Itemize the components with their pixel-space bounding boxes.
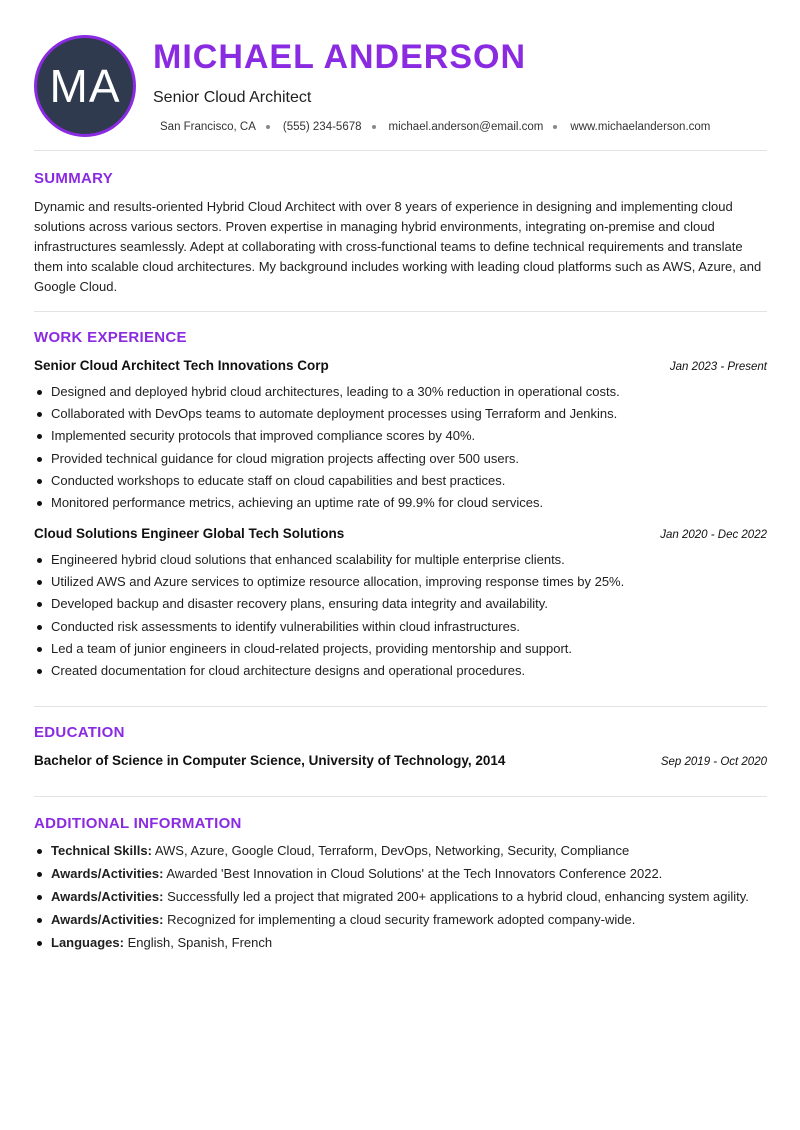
- divider: [34, 796, 767, 797]
- job-date: Jan 2020 - Dec 2022: [660, 529, 767, 541]
- education-degree: Bachelor of Science in Computer Science, University of Technology, 2014: [34, 753, 506, 768]
- job-bullets: [34, 549, 764, 682]
- work-experience-heading: WORK EXPERIENCE: [34, 329, 187, 346]
- info-label: Awards/Activities:: [51, 912, 164, 927]
- divider: [34, 150, 767, 151]
- job-bullets: [34, 381, 764, 514]
- divider: [34, 706, 767, 707]
- list-item: Utilized AWS and Azure services to optimize resource allocation, improving response times by 25%.: [34, 571, 764, 593]
- list-item: Monitored performance metrics, achieving an uptime rate of 99.9% for cloud services.: [34, 492, 764, 514]
- list-item: Collaborated with DevOps teams to automate deployment processes using Terraform and Jenkins.: [34, 403, 764, 425]
- job-date: Jan 2023 - Present: [669, 361, 767, 373]
- info-text: Awarded 'Best Innovation in Cloud Solutions' at the Tech Innovators Conference 2022.: [163, 866, 663, 881]
- info-label: Awards/Activities:: [51, 866, 164, 881]
- job-header: [34, 358, 767, 373]
- list-item: Created documentation for cloud architecture designs and operational procedures.: [34, 660, 764, 682]
- additional-info-list: [34, 842, 754, 957]
- education-heading: EDUCATION: [34, 724, 125, 741]
- separator-dot: [266, 125, 270, 129]
- separator-dot: [372, 125, 376, 129]
- info-text: Successfully led a project that migrated 200+ applications to a hybrid cloud, enhancing system agility.: [163, 889, 749, 904]
- info-label: Languages:: [51, 935, 124, 950]
- list-item: [34, 934, 754, 952]
- job-header: [34, 526, 767, 541]
- contact-website[interactable]: www.michaelanderson.com: [570, 121, 711, 133]
- summary-text: Dynamic and results-oriented Hybrid Cloud Architect with over 8 years of experience in designing and implementing cloud solutions across various sectors. Proven expertise in managing hybrid environments, integrating on-premise and cloud infrastructures seamlessly. Adept at collaborating with cross-functional teams to define technical requirements and translate them into scalable cloud architectures. My background includes working with leading cloud platforms such as AWS, Azure, and Google Cloud.: [34, 199, 762, 294]
- candidate-name: MICHAEL ANDERSON: [153, 38, 527, 76]
- info-text: Recognized for implementing a cloud security framework adopted company-wide.: [163, 912, 636, 927]
- contact-location: San Francisco, CA: [160, 121, 256, 133]
- list-item: Conducted workshops to educate staff on cloud capabilities and best practices.: [34, 470, 764, 492]
- avatar: [34, 35, 136, 137]
- separator-dot: [553, 125, 557, 129]
- summary-heading: SUMMARY: [34, 170, 114, 187]
- education-entry: [34, 753, 767, 768]
- job-role: Cloud Solutions Engineer Global Tech Solutions: [34, 526, 345, 541]
- list-item: Conducted risk assessments to identify vulnerabilities within cloud infrastructures.: [34, 616, 764, 638]
- list-item: Engineered hybrid cloud solutions that enhanced scalability for multiple enterprise clients.: [34, 549, 764, 571]
- contact-row: [160, 121, 710, 133]
- job-title: Senior Cloud Architect: [153, 89, 312, 106]
- list-item: Developed backup and disaster recovery plans, ensuring data integrity and availability.: [34, 593, 764, 615]
- list-item: [34, 865, 754, 883]
- list-item: Led a team of junior engineers in cloud-related projects, providing mentorship and support.: [34, 638, 764, 660]
- job-role: Senior Cloud Architect Tech Innovations Corp: [34, 358, 329, 373]
- info-text: English, Spanish, French: [123, 935, 273, 950]
- info-label: Technical Skills:: [51, 843, 152, 858]
- contact-email[interactable]: michael.anderson@email.com: [388, 121, 544, 133]
- list-item: [34, 842, 754, 860]
- list-item: [34, 888, 754, 906]
- info-label: Awards/Activities:: [51, 889, 164, 904]
- list-item: Provided technical guidance for cloud migration projects affecting over 500 users.: [34, 448, 764, 470]
- additional-info-heading: ADDITIONAL INFORMATION: [34, 815, 242, 832]
- list-item: [34, 911, 754, 929]
- divider: [34, 311, 767, 312]
- contact-phone: (555) 234-5678: [282, 121, 362, 133]
- info-text: AWS, Azure, Google Cloud, Terraform, DevOps, Networking, Security, Compliance: [151, 843, 630, 858]
- list-item: Designed and deployed hybrid cloud architectures, leading to a 30% reduction in operational costs.: [34, 381, 764, 403]
- education-date: Sep 2019 - Oct 2020: [660, 756, 767, 768]
- avatar-initials: MA: [49, 60, 121, 112]
- list-item: Implemented security protocols that improved compliance scores by 40%.: [34, 425, 764, 447]
